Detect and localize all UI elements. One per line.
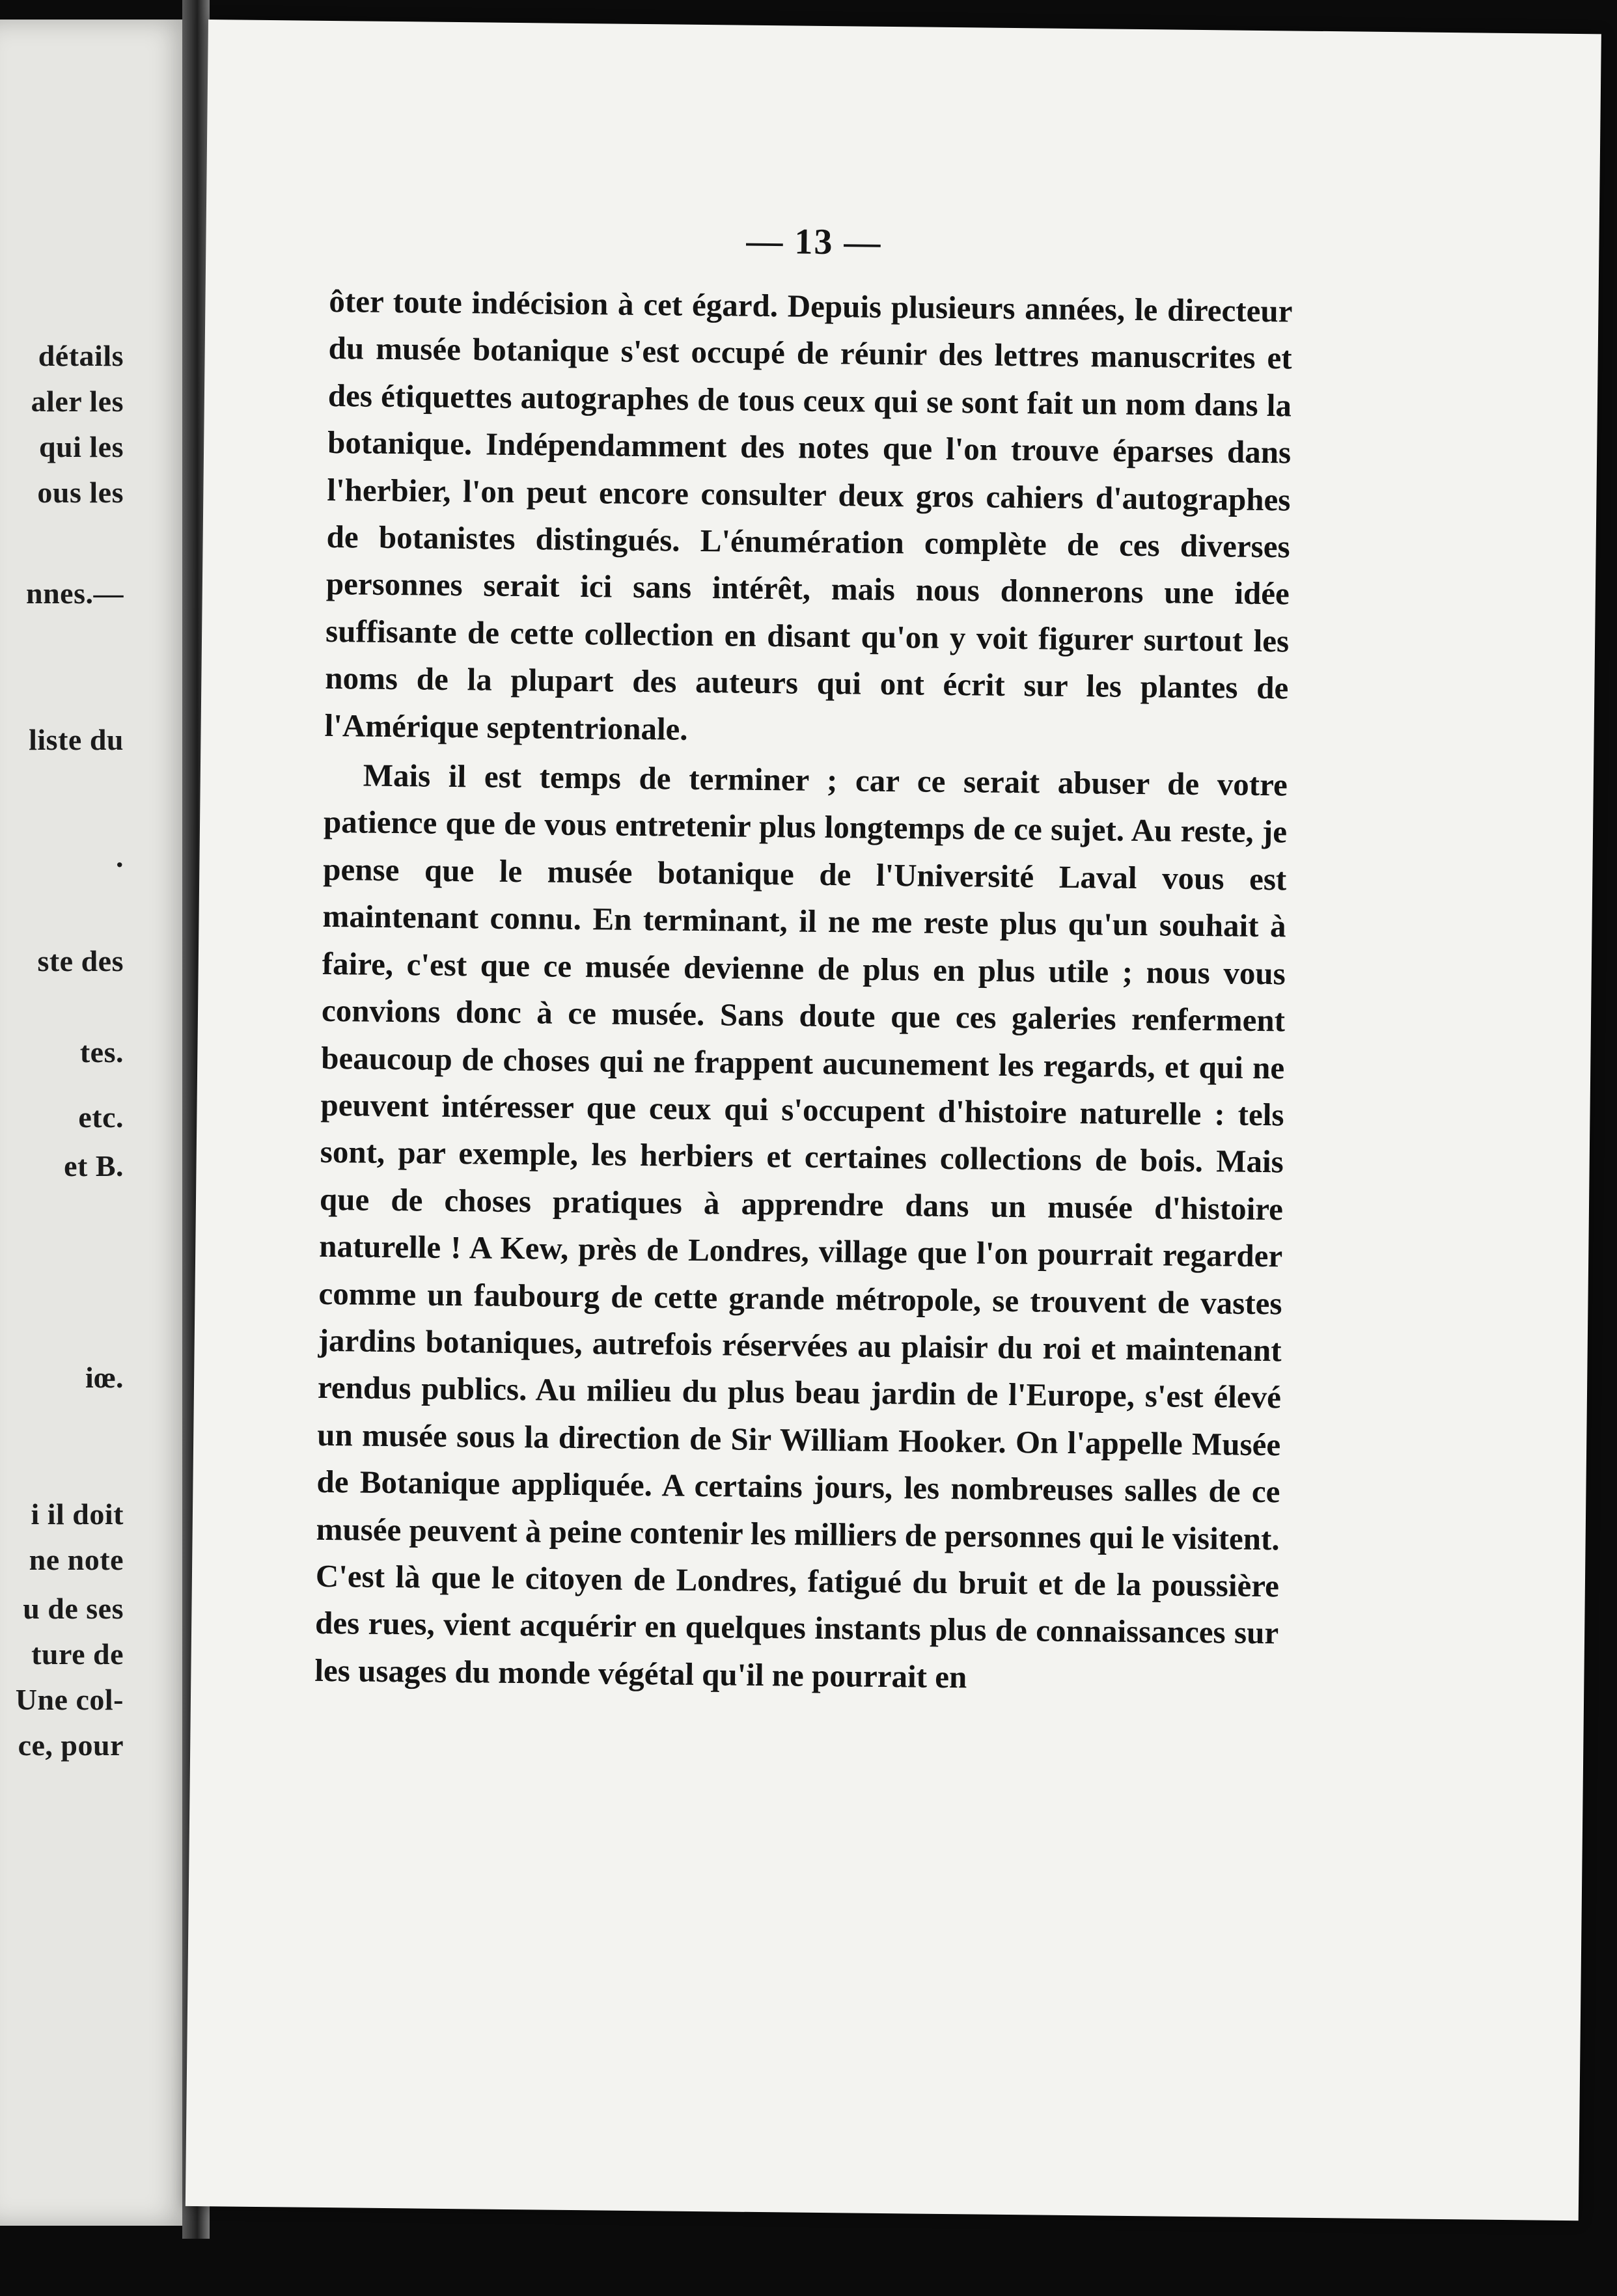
previous-page-line: et B. <box>64 1149 124 1182</box>
book-page <box>186 20 1601 2221</box>
previous-page-line: tes. <box>79 1035 124 1069</box>
previous-page-line: ne note <box>29 1543 124 1576</box>
previous-page-line: détails <box>38 339 124 372</box>
previous-page-line: ous les <box>37 476 124 509</box>
paragraph-1: ôter toute indécision à cet égard. Depuis plusieurs années, le directeur du musée botanique s'est occupé de réunir des lettres manuscrites et des étiquettes autographes de tous ceux qui se sont fait un nom dans la botanique. Indépendamment des notes que l'on trouve éparses dans l'herbier, l'on peut encore consulter deux gros cahiers d'autographes de botanistes distingués. L'énumération complète de ces diverses personnes serait ici sans intérêt, mais nous donnerons une idée suffisante de cette collection en disant qu'on y voit figurer surtout les noms de la plupart des auteurs qui ont écrit sur les plantes de l'Amérique septentrionale. <box>324 282 1293 747</box>
previous-page-line: u de ses <box>23 1592 124 1625</box>
paragraph-2: Mais il est temps de terminer ; car ce serait abuser de votre patience que de vous entretenir plus longtemps de ce sujet. Au reste, je pense que le musée botanique de l'Université Laval vous est maintenant connu. En terminant, il ne me reste plus qu'un souhait à faire, c'est que ce musée devienne de plus en plus utile ; nous vous convions donc à ce musée. Sans doute que ces galeries renferment beaucoup de choses qui ne frappent aucunement les regards, et qui ne peuvent intéresser que ceux qui s'occupent d'histoire naturelle : tels sont, par exemple, les herbiers et certaines collections de bois. Mais que de choses pratiques à apprendre dans un musée d'histoire naturelle ! A Kew, près de Londres, village que l'on pourrait regarder comme un faubourg de cette grande métropole, se trouvent de vastes jardins botaniques, autrefois réservées au plaisir du roi et maintenant rendus publics. Au milieu du plus beau jardin de l'Europe, s'est élevé un musée sous la direction de Sir William Hooker. On l'appelle Musée de Botanique appliquée. A certains jours, les nombreuses salles de ce musée peuvent à peine contenir les milliers de personnes qui le visitent. C'est là que le citoyen de Londres, fatigué du bruit et de la poussière des rues, vient acquérir en quelques instants plus de connaissances sur les usages du monde végétal qu'il ne pourrait en <box>314 757 1288 1695</box>
previous-page-line: . <box>116 840 124 873</box>
page-number: — 13 — <box>746 221 882 263</box>
previous-page-line: i il doit <box>31 1497 124 1531</box>
previous-page-text-fragments <box>0 20 195 2226</box>
previous-page-line: Une col- <box>15 1683 124 1716</box>
previous-page-line: nnes.— <box>26 577 124 610</box>
film-border-bottom <box>0 2239 1617 2296</box>
previous-page-line: ture de <box>31 1637 124 1671</box>
previous-page-edge <box>0 20 195 2226</box>
previous-page-line: liste du <box>29 723 124 756</box>
previous-page-line: ce, pour <box>18 1729 124 1762</box>
previous-page-line: etc. <box>78 1100 124 1134</box>
page-body-text <box>314 278 1293 1704</box>
previous-page-line: iœ. <box>85 1361 124 1394</box>
previous-page-line: ste des <box>37 944 124 977</box>
previous-page-line: qui les <box>38 430 124 463</box>
previous-page-line: aler les <box>31 385 124 418</box>
